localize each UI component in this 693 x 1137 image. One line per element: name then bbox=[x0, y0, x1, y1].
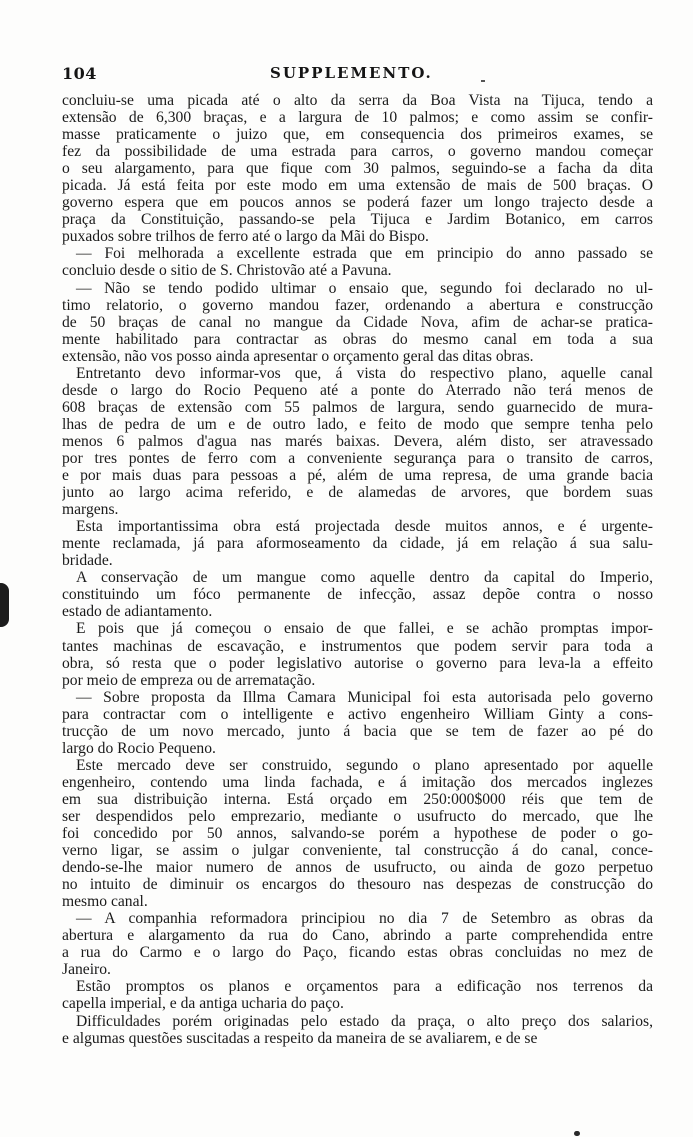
text-line: ser despendidos pelo emprezario, mediante o usufructo do mercado, que lhe bbox=[62, 807, 653, 825]
paragraph bbox=[62, 1013, 653, 1047]
text-line: Este mercado deve ser construido, segundo o plano apresentado por aquelle bbox=[76, 756, 653, 774]
page-number: 104 bbox=[62, 64, 97, 83]
text-line: concluio desde o sitio de S. Christovão até a Pavuna. bbox=[62, 262, 392, 280]
text-line: foi concedido por 50 annos, salvando-se porém a hypothese de poder o go- bbox=[62, 825, 653, 843]
text-line: mente habilitado para contractar as obras do mesmo canal em toda a sua bbox=[62, 330, 653, 348]
text-line: de 50 braças de canal no mangue da Cidade Nova, afim de achar-se pratica- bbox=[62, 313, 653, 331]
text-line: por meio de empreza ou de arrematação. bbox=[62, 671, 316, 689]
text-line: capella imperial, e da antiga ucharia do paço. bbox=[62, 995, 344, 1013]
text-line: mente reclamada, já para aformoseamento da cidade, já em relação á sua salu- bbox=[62, 535, 653, 553]
paragraph bbox=[62, 689, 653, 757]
text-line: praça da Constituição, passando-se pela Tijuca e Jardim Botanico, em carros bbox=[62, 211, 653, 229]
text-line: e algumas questões suscitadas a respeito da maneira de se avaliarem, e de se bbox=[62, 1029, 538, 1047]
paragraph bbox=[62, 518, 653, 569]
text-line: para contractar com o intelligente e activo engenheiro William Ginty a cons- bbox=[62, 705, 653, 723]
ink-speck bbox=[481, 80, 485, 82]
text-line: o seu alargamento, para que fique com 30 palmos, seguindo-se a facha da dita bbox=[62, 160, 653, 178]
text-line: 608 braças de extensão com 55 palmos de largura, sendo guarnecido de mura- bbox=[62, 398, 653, 416]
text-line: e por mais duas para pessoas a pé, além de uma represa, de uma grande bacia bbox=[62, 467, 653, 485]
paragraph bbox=[62, 757, 653, 910]
text-line: menos 6 palmos d'agua nas marés baixas. Devera, além disto, ser atravessado bbox=[62, 432, 653, 450]
text-line: Entretanto devo informar-vos que, á vista do respectivo plano, aquelle canal bbox=[76, 364, 653, 382]
paragraph bbox=[62, 365, 653, 518]
text-line: estado de adiantamento. bbox=[62, 603, 213, 621]
text-line: no intuito de diminuir os encargos do thesouro nas despezas de construcção do bbox=[62, 876, 653, 894]
text-line: trucção de um novo mercado, junto á bacia que se tem de fazer ao pé do bbox=[62, 722, 653, 740]
text-line: Estão promptos os planos e orçamentos para a edificação nos terrenos da bbox=[76, 978, 653, 996]
binding-shadow-mark bbox=[0, 583, 9, 627]
paragraph bbox=[62, 978, 653, 1012]
text-line: margens. bbox=[62, 501, 119, 519]
text-line: A conservação de um mangue como aquelle dentro da capital do Imperio, bbox=[76, 569, 653, 587]
text-line: Difficuldades porém originadas pelo estado da praça, o alto preço dos salarios, bbox=[76, 1012, 653, 1030]
paragraph bbox=[62, 569, 653, 620]
text-line: picada. Já está feita por este modo em uma extensão de mais de 500 braças. O bbox=[62, 177, 653, 195]
text-line: — Não se tendo podido ultimar o ensaio que, segundo foi declarado no ul- bbox=[76, 279, 653, 297]
text-line: engenheiro, contendo uma linda fachada, e á imitação dos mercados inglezes bbox=[62, 773, 653, 791]
text-line: concluiu-se uma picada até o alto da serra da Boa Vista na Tijuca, tendo a bbox=[62, 92, 653, 109]
text-line: extensão, não vos posso ainda apresentar o orçamento geral das ditas obras. bbox=[62, 347, 534, 365]
text-line: junto ao largo acima referido, e de alamedas de arvores, que bordem suas bbox=[62, 484, 653, 502]
text-line: obra, só resta que o poder legislativo autorise o governo para leva-la a effeito bbox=[62, 654, 653, 672]
text-line: timo relatorio, o governo mandou fazer, ordenando a abertura e construcção bbox=[62, 296, 653, 314]
text-line: lhas de pedra de um e de outro lado, e feito de modo que sempre tenha pelo bbox=[62, 415, 653, 433]
text-line: governo espera que em poucos annos se poderá fazer um longo trajecto desde a bbox=[62, 194, 653, 212]
paragraph bbox=[62, 620, 653, 688]
text-line: Janeiro. bbox=[62, 961, 111, 979]
text-line: — Foi melhorada a excellente estrada que em principio do anno passado se bbox=[76, 245, 653, 263]
text-line: em sua distribuição interna. Está orçado em 250:000$000 réis que tem de bbox=[62, 790, 653, 808]
text-line: — Sobre proposta da Illma Camara Municipal foi esta autorisada pelo governo bbox=[76, 688, 653, 706]
text-line: masse praticamente o juizo que, em consequencia dos primeiros exames, se bbox=[62, 126, 653, 144]
paragraph bbox=[62, 910, 653, 978]
text-line: E pois que já começou o ensaio de que fallei, e se achão promptas impor- bbox=[76, 620, 653, 638]
text-line: — A companhia reformadora principiou no dia 7 de Setembro as obras da bbox=[76, 910, 653, 928]
running-head-title: SUPPLEMENTO. bbox=[270, 64, 433, 82]
paragraph bbox=[62, 280, 653, 365]
text-line: a rua do Carmo e o largo do Paço, ficando estas obras concluidas no mez de bbox=[62, 944, 653, 962]
text-line: puxados sobre trilhos de ferro até o largo da Mãi do Bispo. bbox=[62, 228, 429, 246]
paragraph bbox=[62, 245, 653, 279]
text-line: Esta importantissima obra está projectada desde muitos annos, e é urgente- bbox=[76, 518, 653, 536]
text-line: fez da possibilidade de uma estrada para carros, o governo mandou começar bbox=[62, 143, 653, 161]
body-text bbox=[62, 92, 653, 1047]
text-line: largo do Rocio Pequeno. bbox=[62, 739, 216, 757]
text-line: tantes machinas de escavação, e instrumentos que podem servir para toda a bbox=[62, 637, 653, 655]
text-line: por tres pontes de ferro com a conveniente segurança para o transito de carros, bbox=[62, 449, 653, 467]
text-line: desde o largo do Rocio Pequeno até a ponte do Aterrado não terá menos de bbox=[62, 381, 653, 399]
text-line: dendo-se-lhe maior numero de annos de usufructo, ou ainda de gozo perpetuo bbox=[62, 859, 653, 877]
text-line: bridade. bbox=[62, 552, 113, 570]
text-line: constituindo um fóco permanente de infecção, assaz depõe contra o nosso bbox=[62, 586, 653, 604]
text-line: extensão de 6,300 braças, e a largura de 10 palmos; e como assim se confir- bbox=[62, 109, 653, 127]
ink-speck-bottom bbox=[574, 1131, 580, 1136]
text-line: abertura e alargamento da rua do Cano, abrindo a parte comprehendida entre bbox=[62, 927, 653, 945]
paragraph bbox=[62, 92, 653, 245]
text-line: verno ligar, se assim o julgar conveniente, tal construcção á do canal, conce- bbox=[62, 842, 653, 860]
page-header bbox=[62, 64, 652, 84]
text-line: mesmo canal. bbox=[62, 893, 148, 911]
